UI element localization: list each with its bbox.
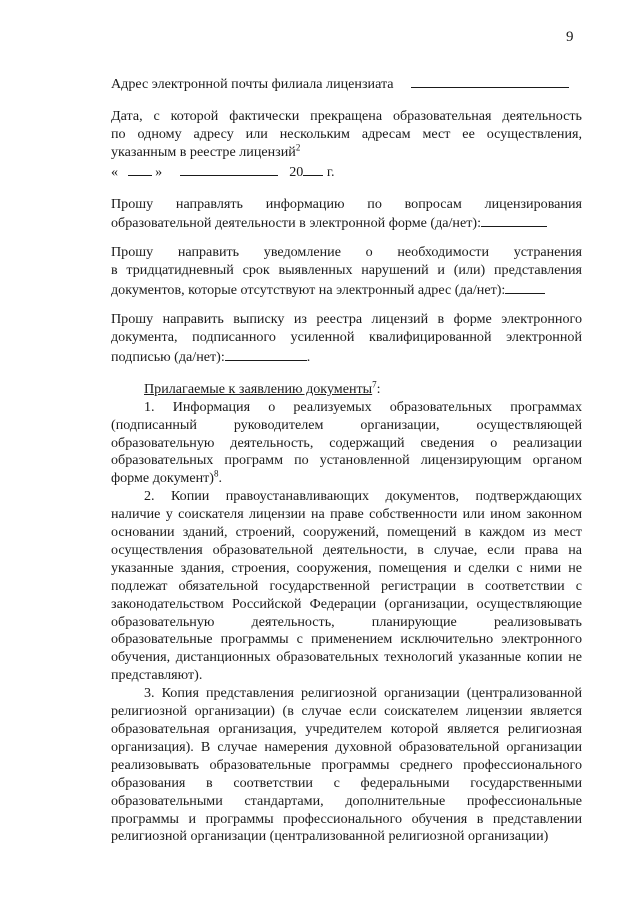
request-extract-line-2: документа, подписанного усиленной квалифицированной электронной [111, 328, 582, 345]
year-blank[interactable] [303, 162, 323, 176]
attachments-heading [111, 381, 582, 399]
attachment-item-1-end: . [218, 470, 223, 487]
document-body [111, 74, 582, 846]
request-extract-end: . [306, 348, 311, 365]
termination-line-3 [111, 144, 582, 162]
request-notice-line-3-text: документов, которые отсутствуют на электронный адрес (да/нет): [111, 282, 506, 299]
day-blank[interactable] [128, 162, 152, 176]
request-info-blank[interactable] [481, 213, 547, 227]
date-open-quote: « [111, 163, 119, 180]
footnote-ref-8: 8 [214, 468, 219, 479]
year-prefix: 20 [289, 163, 304, 180]
request-info-line-2 [111, 213, 582, 233]
request-extract-paragraph [111, 311, 582, 367]
termination-line-2: по одному адресу или нескольким адресам мест ее осуществления, [111, 125, 582, 142]
year-suffix: г. [326, 163, 335, 180]
request-notice-line-2: в тридцатидневный срок выявленных нарушений и (или) представления [111, 262, 582, 279]
attachment-item-3: 3. Копия представления религиозной организации (централизованной религиозной организации) (в случае если соискателем лицензии является образовательная организация, учредителем которой является религиозная организация). В случае намерения духовной образовательной организации реализовывать образовательные программы среднего профессионального образования в соответствии с федеральными государственными образовательными стандартами, дополнительные профессиональные программы и программы профессионального обучения в представлении религиозной организации (централизованной религиозной организации) [111, 685, 582, 845]
request-info-paragraph [111, 196, 582, 234]
termination-date-line [111, 162, 582, 182]
request-notice-line-1: Прошу направить уведомление о необходимости устранения [111, 244, 582, 261]
request-extract-blank[interactable] [225, 347, 307, 361]
request-notice-paragraph [111, 244, 582, 300]
attachments-heading-text: Прилагаемые к заявлению документы [144, 380, 373, 397]
termination-paragraph [111, 108, 582, 182]
termination-line-1: Дата, с которой фактически прекращена образовательная деятельность [111, 107, 582, 124]
request-info-line-2-text: образовательной деятельности в электронной форме (да/нет): [111, 215, 482, 232]
page-number: 9 [566, 29, 574, 45]
month-blank[interactable] [180, 162, 278, 176]
attachments-heading-colon: : [376, 380, 381, 397]
date-close-quote: » [155, 163, 163, 180]
request-notice-blank[interactable] [505, 280, 545, 294]
request-notice-line-3 [111, 280, 582, 300]
request-extract-line-3-text: подписью (да/нет): [111, 348, 225, 365]
attachments-section [111, 381, 582, 847]
email-label: Адрес электронной почты филиала лицензиата [111, 76, 394, 92]
footnote-ref-2: 2 [295, 142, 301, 153]
attachment-item-1-text: 1. Информация о реализуемых образовательных программах (подписанный руководителем организации, осуществляющей образовательную деятельность, содержащий сведения о реализации образовательных программ по установленной лицензирующим органом форме документ) [111, 398, 582, 487]
email-blank[interactable] [411, 74, 569, 88]
request-info-line-1: Прошу направлять информацию по вопросам лицензирования [111, 195, 582, 212]
footnote-ref-7: 7 [372, 379, 377, 390]
attachment-item-2: 2. Копии правоустанавливающих документов, подтверждающих наличие у соискателя лицензии на праве собственности или ином законном основании зданий, строений, сооружений, помещений в каждом из мест осуществления образовательной деятельности, в случае, если права на указанные здания, строения, сооружения, помещения и сделки с ними не подлежат обязательной государственной регистрации в соответствии с законодательством Российской Федерации (организации, осуществляющие образовательную деятельность, планирующие реализовывать образовательные программы с применением исключительно электронного обучения, дистанционных образовательных технологий указанные копии не представляют). [111, 488, 582, 684]
email-field-line [111, 74, 582, 94]
request-extract-line-1: Прошу направить выписку из реестра лицензий в форме электронного [111, 311, 582, 328]
termination-line-3-text: указанным в реестре лицензий [111, 143, 296, 160]
request-extract-line-3 [111, 347, 582, 367]
attachment-item-1 [111, 399, 582, 489]
